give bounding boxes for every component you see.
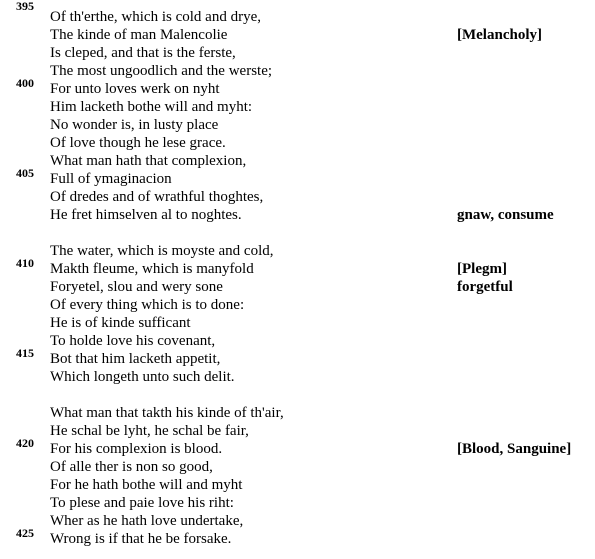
verse-row: [0, 134, 595, 152]
verse-line: To holde love his covenant,: [50, 333, 216, 349]
line-number: 420: [16, 436, 34, 450]
verse-line: Full of ymaginacion: [50, 171, 172, 187]
verse-row: [0, 386, 595, 404]
verse-row: [0, 436, 595, 458]
verse-line: What man hath that complexion,: [50, 153, 247, 169]
verse-line: Wher as he hath love undertake,: [50, 513, 244, 529]
verse-row: [0, 278, 595, 296]
verse-line: The most ungoodlich and the werste;: [50, 63, 273, 79]
verse-row: [0, 332, 595, 350]
gloss-note: [Plegm]: [457, 261, 507, 277]
verse-line: Is cleped, and that is the ferste,: [50, 45, 236, 61]
verse-line: To plese and paie love his riht:: [50, 495, 234, 511]
verse-line: What man that takth his kinde of th'air,: [50, 405, 284, 421]
line-number: 400: [16, 76, 34, 90]
verse-line: He is of kinde sufficant: [50, 315, 191, 331]
verse-line: Bot that him lacketh appetit,: [50, 351, 221, 367]
verse-row: [0, 526, 595, 548]
verse-line: He fret himselven al to noghtes.: [50, 207, 242, 223]
line-number: 415: [16, 346, 34, 360]
verse-line: The kinde of man Malencolie: [50, 27, 228, 43]
verse-row: [0, 494, 595, 512]
verse-row: [0, 346, 595, 368]
verse-row: [0, 404, 595, 422]
verse-row: [0, 296, 595, 314]
verse-row: [0, 26, 595, 44]
verse-row: [0, 166, 595, 188]
verse-row: [0, 116, 595, 134]
verse-row: [0, 44, 595, 62]
verse-line: Him lacketh bothe will and myht:: [50, 99, 253, 115]
verse-row: [0, 62, 595, 80]
verse-line: Of dredes and of wrathful thoghtes,: [50, 189, 264, 205]
line-number: 405: [16, 166, 34, 180]
verse-line: Of every thing which is to done:: [50, 297, 245, 313]
verse-row: [0, 512, 595, 530]
verse-line: Foryetel, slou and wery sone: [50, 279, 223, 295]
verse-row: [0, 224, 595, 242]
verse-row: [0, 422, 595, 440]
verse-row: [0, 0, 595, 26]
verse-row: [0, 368, 595, 386]
verse-row: [0, 458, 595, 476]
verse-row: [0, 188, 595, 206]
line-number: 425: [16, 526, 34, 540]
verse-line: For his complexion is blood.: [50, 441, 223, 457]
verse-line: No wonder is, in lusty place: [50, 117, 219, 133]
verse-line: Which longeth unto such delit.: [50, 369, 235, 385]
verse-line: The water, which is moyste and cold,: [50, 243, 274, 259]
verse-row: [0, 206, 595, 224]
verse-line: For unto loves werk on nyht: [50, 81, 220, 97]
verse-row: [0, 98, 595, 116]
verse-line: Of alle ther is non so good,: [50, 459, 213, 475]
line-number: 410: [16, 256, 34, 270]
gloss-note: forgetful: [457, 279, 513, 295]
line-number: 395: [16, 0, 34, 13]
verse-row: [0, 76, 595, 98]
gloss-note: [Melancholy]: [457, 27, 542, 43]
verse-line: Makth fleume, which is manyfold: [50, 261, 254, 277]
verse-row: [0, 314, 595, 332]
verse-row: [0, 256, 595, 278]
verse-line: Of th'erthe, which is cold and drye,: [50, 9, 261, 25]
verse-line: For he hath bothe will and myht: [50, 477, 243, 493]
verse-line: He schal be lyht, he schal be fair,: [50, 423, 249, 439]
gloss-note: gnaw, consume: [457, 207, 554, 223]
verse-row: [0, 152, 595, 170]
verse-line: Of love though he lese grace.: [50, 135, 226, 151]
verse-row: [0, 476, 595, 494]
verse-line: Wrong is if that he be forsake.: [50, 531, 232, 547]
verse-row: [0, 242, 595, 260]
gloss-note: [Blood, Sanguine]: [457, 441, 572, 457]
